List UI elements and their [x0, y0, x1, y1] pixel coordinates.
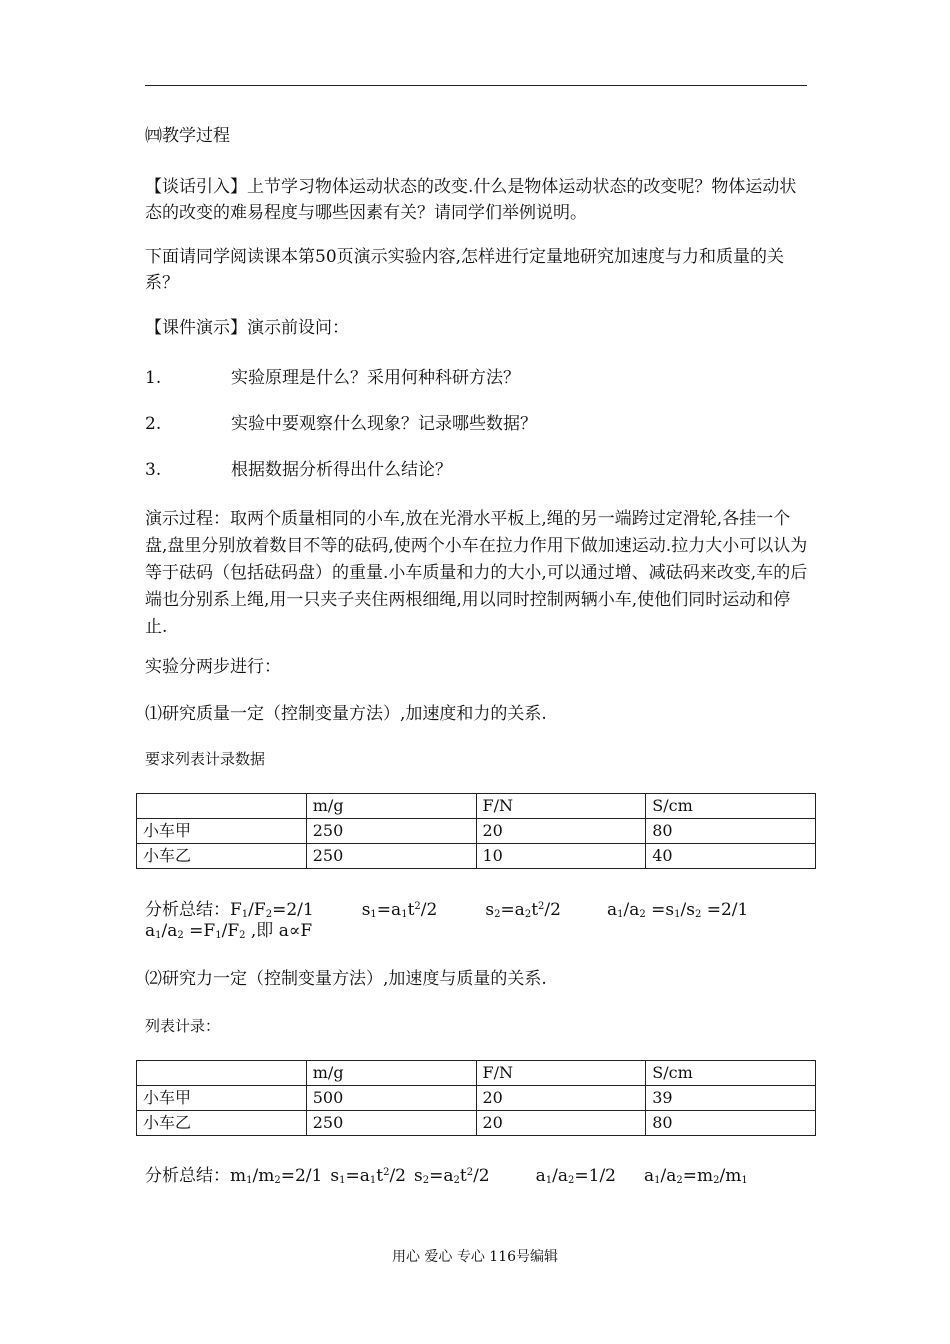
table-header-cell: m/g: [306, 794, 476, 819]
table-cell: 小车乙: [137, 1111, 307, 1136]
intro-text: 上节学习物体运动状态的改变.什么是物体运动状态的改变呢？物体运动状态的改变的难易程度与哪些因素有关？请同学们举例说明。: [145, 177, 797, 223]
formula: $a_1/a_2 =F_1/F_2$: [145, 921, 246, 941]
table-cell: 80: [646, 1111, 816, 1136]
formula: $a_1/a_2 =s_1/s_2 =2/1$: [606, 900, 749, 920]
section-title: ㈣教学过程: [145, 126, 230, 146]
question-item: [145, 457, 810, 483]
reading-paragraph: 下面请同学阅读课本第50页演示实验内容,怎样进行定量地研究加速度与力和质量的关系？: [145, 247, 785, 293]
page-footer: 用心 爱心 专心 116号编辑: [391, 1249, 559, 1265]
question-text: 实验原理是什么？采用何种科研方法？: [231, 368, 520, 388]
formula: $s_1=a_1t^2/2$: [361, 900, 438, 920]
table-header-cell: S/cm: [646, 794, 816, 819]
summary-label: 分析总结：: [145, 900, 230, 920]
question-item: [145, 365, 810, 391]
question-number: 2.: [145, 414, 162, 434]
table-cell: 250: [306, 1111, 476, 1136]
formula: $a_1/a_2=1/2$: [535, 1166, 616, 1186]
intro-tag: 【谈话引入】: [145, 177, 247, 197]
table-header-cell: m/g: [306, 1061, 476, 1086]
formula: $s_1=a_1t^2/2$: [330, 1166, 406, 1186]
table-row: [137, 819, 816, 844]
part1-table: [136, 793, 816, 869]
part2-title: ⑵研究力一定（控制变量方法）,加速度与质量的关系.: [145, 969, 547, 989]
table-cell: 20: [476, 1111, 646, 1136]
table-header-row: [137, 794, 816, 819]
part1-table-caption: 要求列表计录数据: [145, 750, 266, 768]
question-text: 根据数据分析得出什么结论？: [231, 460, 452, 480]
part1-title: ⑴研究质量一定（控制变量方法）,加速度和力的关系.: [145, 704, 547, 724]
steps-intro: 实验分两步进行：: [145, 657, 281, 677]
table-header-cell: F/N: [476, 794, 646, 819]
formula: $m_1/m_2=2/1$: [230, 1166, 323, 1186]
formula: $F_1/F_2=2/1$: [230, 900, 314, 920]
table-cell: 小车甲: [137, 819, 307, 844]
table-header-cell: S/cm: [646, 1061, 816, 1086]
formula: $s_2=a_2t^2/2$: [413, 1166, 490, 1186]
table-cell: 80: [646, 819, 816, 844]
table-header-cell: F/N: [476, 1061, 646, 1086]
table-row: [137, 844, 816, 869]
question-item: [145, 411, 810, 437]
table-cell: 39: [646, 1086, 816, 1111]
table-cell: 10: [476, 844, 646, 869]
part1-summary-line2: [145, 918, 810, 949]
header-rule: [145, 85, 807, 86]
demo-paragraph: [145, 315, 810, 341]
table-cell: 250: [306, 819, 476, 844]
question-number: 3.: [145, 460, 162, 480]
table-row: [137, 1086, 816, 1111]
table-cell: 250: [306, 844, 476, 869]
table-cell: 小车甲: [137, 1086, 307, 1111]
table-header-cell: [137, 1061, 307, 1086]
table-row: [137, 1111, 816, 1136]
part2-table: [136, 1060, 816, 1136]
table-cell: 20: [476, 819, 646, 844]
demo-text: 演示前设问：: [247, 318, 349, 338]
table-cell: 500: [306, 1086, 476, 1111]
process-paragraph: 演示过程：取两个质量相同的小车,放在光滑水平板上,绳的另一端跨过定滑轮,各挂一个盘,盘里分别放着数目不等的砝码,使两个小车在拉力作用下做加速运动.拉力大小可以认为等于砝码（包括砝码盘）的重量.小车质量和力的大小,可以通过增、减砝码来改变,车的后端也分别系上绳,用一只夹子夹住两根细绳,用以同时控制两辆小车,使他们同时运动和停止.: [145, 509, 808, 637]
summary-conclusion: ,即 a∝F: [250, 921, 313, 941]
formula: $a_1/a_2=m_2/m_1$: [644, 1166, 748, 1186]
summary-label: 分析总结：: [145, 1166, 230, 1186]
table-header-cell: [137, 794, 307, 819]
part2-table-caption: 列表计录：: [145, 1017, 221, 1035]
demo-tag: 【课件演示】: [145, 318, 247, 338]
table-cell: 20: [476, 1086, 646, 1111]
table-cell: 40: [646, 844, 816, 869]
part2-summary: [145, 1160, 810, 1194]
formula: $s_2=a_2t^2/2$: [485, 900, 561, 920]
question-number: 1.: [145, 368, 162, 388]
table-header-row: [137, 1061, 816, 1086]
table-cell: 小车乙: [137, 844, 307, 869]
intro-paragraph: [145, 174, 810, 226]
question-text: 实验中要观察什么现象？记录哪些数据？: [231, 414, 537, 434]
